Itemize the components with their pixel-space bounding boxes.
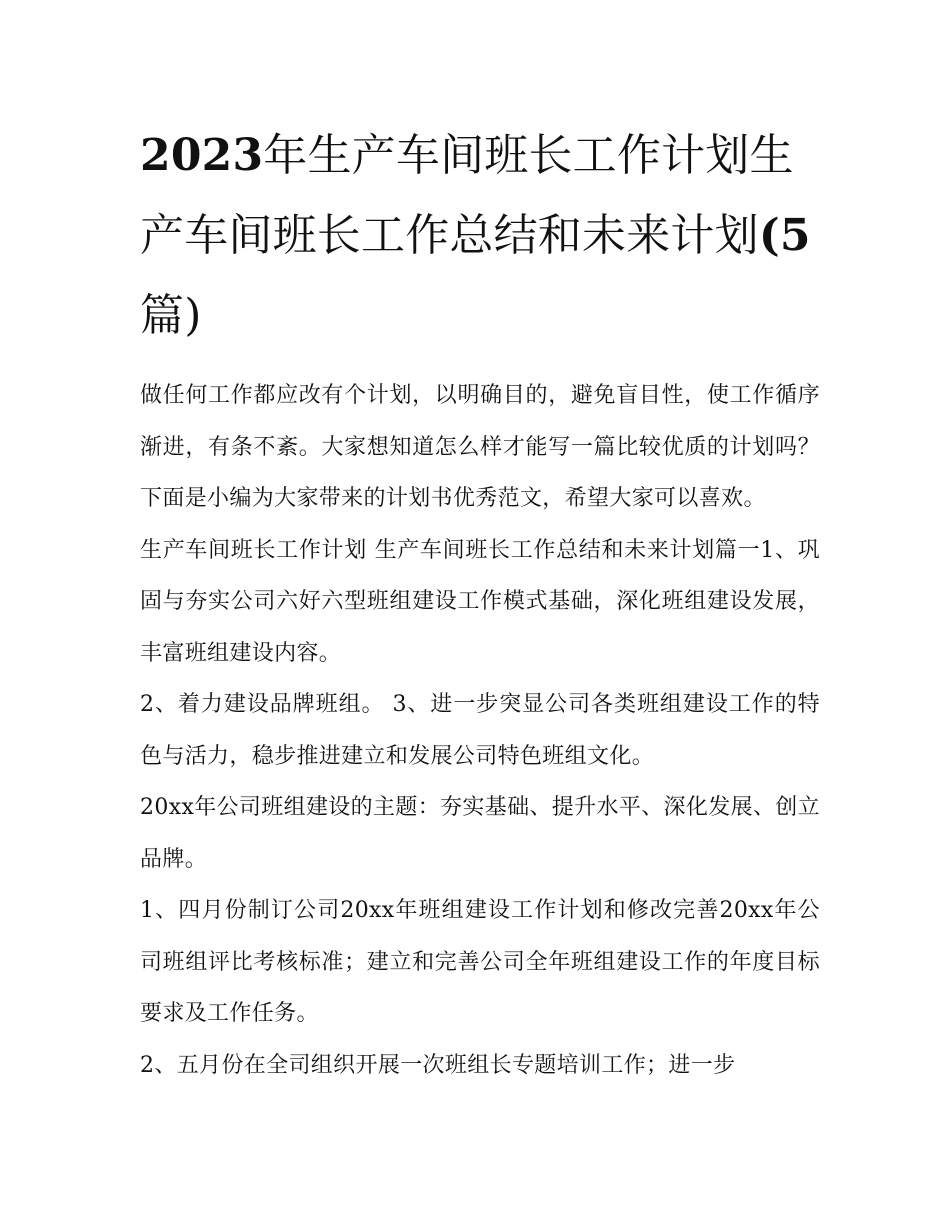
title-main: 年生产车间班长工作计划生产车间班长工作总结和未来计划 — [140, 130, 794, 261]
document-title — [140, 116, 820, 356]
goal-paragraph: 2、着力建设品牌班组。 3、进一步突显公司各类班组建设工作的特色与活力，稳步推进建立和发展公司特色班组文化。 — [140, 692, 820, 769]
document-content — [140, 116, 820, 1091]
intro-paragraph: 做任何工作都应改有个计划，以明确目的，避免盲目性，使工作循序渐进，有条不紊。大家想知道怎么样才能写一篇比较优质的计划吗？下面是小编为大家带来的计划书优秀范文，希望大家可以喜欢。 — [140, 383, 820, 511]
title-end: 篇) — [140, 290, 202, 341]
may-plan-paragraph: 2、五月份在全司组织开展一次班组长专题培训工作；进一步 — [140, 1052, 736, 1078]
april-plan-paragraph: 1、四月份制订公司20xx年班组建设工作计划和修改完善20xx年公司班组评比考核标准；建立和完善公司全年班组建设工作的年度目标要求及工作任务。 — [140, 898, 820, 1026]
theme-paragraph: 20xx年公司班组建设的主题：夯实基础、提升水平、深化发展、创立品牌。 — [140, 795, 821, 872]
title-count: (5 — [758, 210, 811, 261]
title-year: 2023 — [140, 130, 264, 181]
section-paragraph: 生产车间班长工作计划 生产车间班长工作总结和未来计划篇一1、巩固与夯实公司六好六型班组建设工作模式基础，深化班组建设发展，丰富班组建设内容。 — [140, 537, 820, 666]
document-body — [140, 370, 820, 1091]
